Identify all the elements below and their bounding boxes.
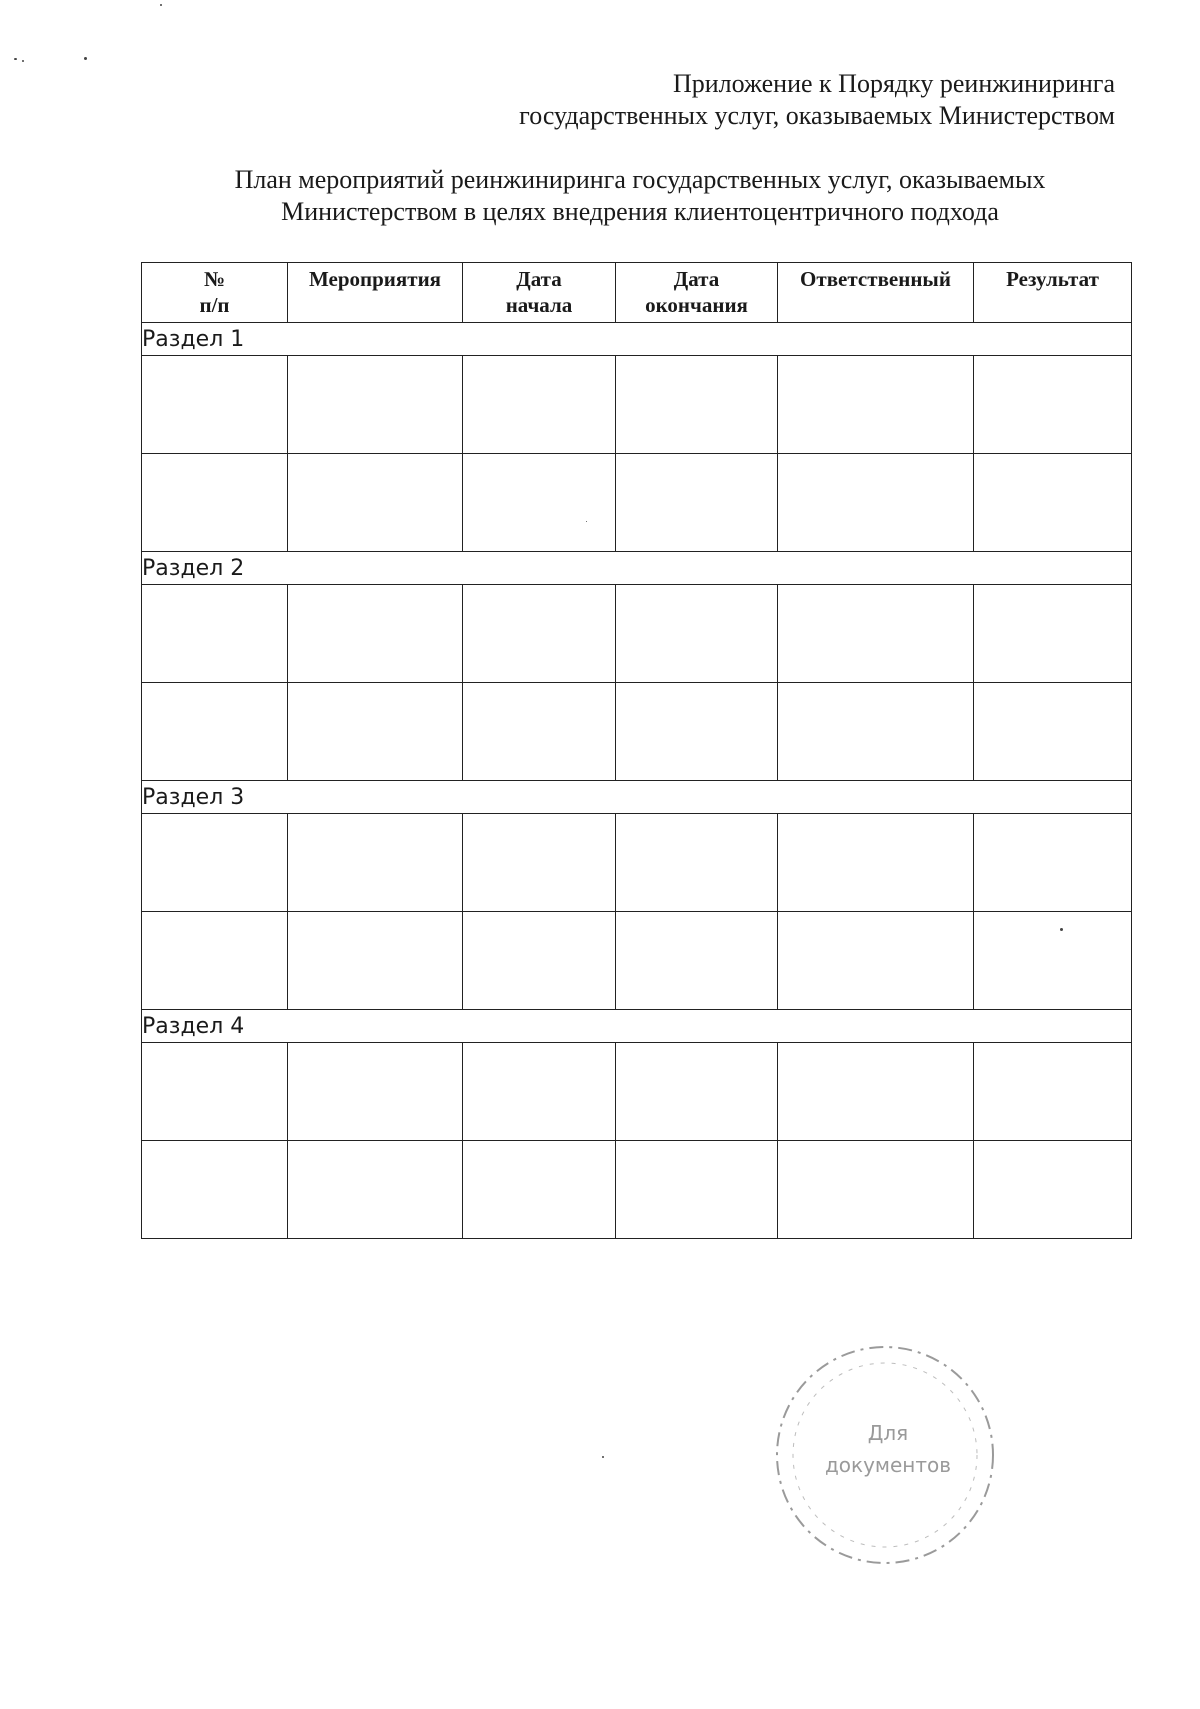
section-row (142, 552, 1132, 585)
section-label: Раздел 2 (142, 552, 1132, 585)
section-label: Раздел 1 (142, 323, 1132, 356)
table-row (142, 814, 1132, 912)
scan-speck (586, 521, 587, 522)
table-cell (288, 912, 463, 1010)
column-header-activities: Мероприятия (288, 263, 463, 323)
table-cell (778, 585, 974, 683)
table-body (142, 323, 1132, 1239)
table-cell (142, 683, 288, 781)
stamp-text-line-2: документов (824, 1453, 952, 1477)
table-cell (616, 1141, 778, 1239)
section-row (142, 781, 1132, 814)
table-cell (463, 1141, 616, 1239)
table-cell (778, 1043, 974, 1141)
table-cell (142, 356, 288, 454)
column-header-start-date: Дата начала (463, 263, 616, 323)
table-cell (974, 454, 1132, 552)
scan-speck (84, 57, 87, 60)
table-cell (778, 356, 974, 454)
table-row (142, 683, 1132, 781)
section-row (142, 1010, 1132, 1043)
table-row (142, 1043, 1132, 1141)
table-cell (616, 585, 778, 683)
column-header-responsible: Ответственный (778, 263, 974, 323)
column-header-number: № п/п (142, 263, 288, 323)
table-row (142, 912, 1132, 1010)
table-cell (463, 814, 616, 912)
table-row (142, 454, 1132, 552)
table-cell (142, 1141, 288, 1239)
scan-speck (602, 1456, 604, 1458)
table-cell (778, 683, 974, 781)
table-header-row (142, 263, 1132, 323)
table-cell (142, 454, 288, 552)
table-cell (616, 814, 778, 912)
table-cell (616, 912, 778, 1010)
table-row (142, 585, 1132, 683)
table-cell (463, 683, 616, 781)
table-cell (778, 454, 974, 552)
section-label: Раздел 4 (142, 1010, 1132, 1043)
table-cell (288, 454, 463, 552)
table-cell (616, 454, 778, 552)
table-row (142, 1141, 1132, 1239)
table-cell (288, 683, 463, 781)
table-cell (288, 1141, 463, 1239)
table-cell (974, 585, 1132, 683)
column-header-end-date: Дата окончания (616, 263, 778, 323)
scan-speck (14, 58, 17, 60)
stamp-seal (770, 1340, 1000, 1570)
table-cell (463, 912, 616, 1010)
table-cell (974, 912, 1132, 1010)
table-cell (616, 683, 778, 781)
table-cell (974, 1043, 1132, 1141)
appendix-note (519, 68, 1115, 132)
table-cell (463, 454, 616, 552)
table-cell (288, 814, 463, 912)
table-row (142, 356, 1132, 454)
section-label: Раздел 3 (142, 781, 1132, 814)
document-title-line-2: Министерством в целях внедрения клиентоцентричного подхода (281, 197, 999, 226)
plan-table (141, 262, 1132, 1239)
table-cell (288, 585, 463, 683)
table-cell (974, 356, 1132, 454)
appendix-note-line-1: Приложение к Порядку реинжиниринга (672, 69, 1115, 98)
table-cell (142, 1043, 288, 1141)
table-cell (974, 683, 1132, 781)
document-title (140, 164, 1140, 228)
table-cell (778, 1141, 974, 1239)
table-cell (616, 1043, 778, 1141)
section-row (142, 323, 1132, 356)
table-cell (142, 585, 288, 683)
stamp-text-line-1: Для (867, 1421, 909, 1445)
table-cell (778, 814, 974, 912)
table-cell (974, 1141, 1132, 1239)
table-cell (974, 814, 1132, 912)
document-title-line-1: План мероприятий реинжиниринга государственных услуг, оказываемых (234, 165, 1046, 194)
table-cell (142, 814, 288, 912)
table-cell (778, 912, 974, 1010)
table-cell (288, 1043, 463, 1141)
table-cell (288, 356, 463, 454)
table-cell (616, 356, 778, 454)
appendix-note-line-2: государственных услуг, оказываемых Министерством (519, 101, 1115, 130)
scan-speck (160, 4, 162, 6)
table-cell (463, 585, 616, 683)
table-cell (463, 356, 616, 454)
table-cell (463, 1043, 616, 1141)
scan-speck (1060, 928, 1063, 931)
scan-speck (22, 60, 24, 62)
column-header-result: Результат (974, 263, 1132, 323)
table-cell (142, 912, 288, 1010)
